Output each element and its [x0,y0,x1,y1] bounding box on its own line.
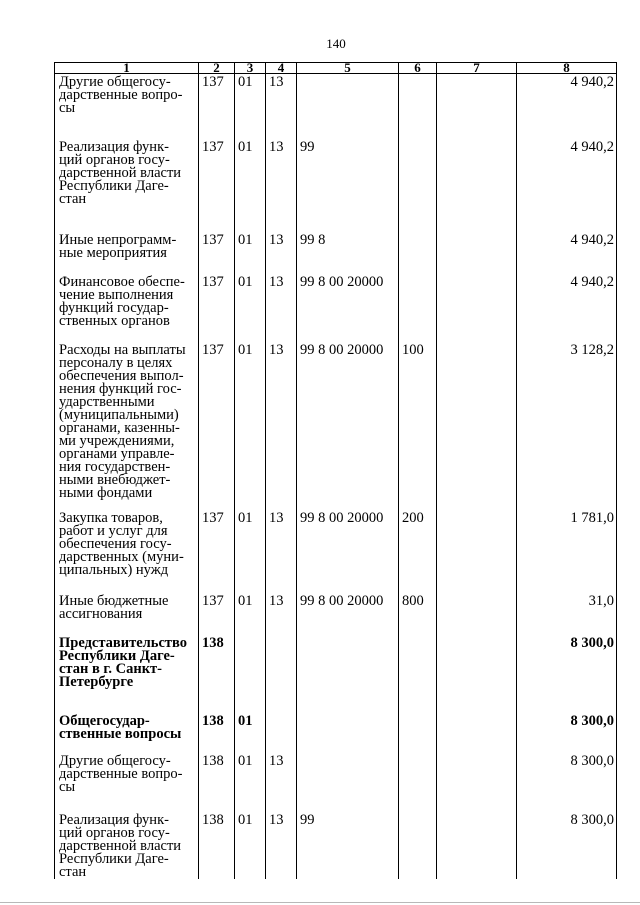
row-spacer [55,328,617,342]
row-col7-cell [437,593,517,621]
row-spacer [55,577,617,593]
page-number: 140 [326,36,346,51]
row-col7-cell [437,274,517,328]
spacer-cell [437,794,517,812]
spacer-cell [199,500,235,510]
row-target-article-cell [297,635,399,689]
spacer-cell [517,260,617,274]
spacer-cell [399,115,437,139]
row-target-article-cell: 99 8 [297,232,399,260]
row-spacer [55,794,617,812]
row-col7-cell [437,232,517,260]
column-header: 5 [297,63,399,74]
row-target-article-cell: 99 8 00 20000 [297,593,399,621]
spacer-cell [235,115,266,139]
spacer-cell [517,115,617,139]
spacer-cell [266,577,297,593]
row-gov-code-cell: 138 [199,812,235,879]
spacer-cell [297,206,399,232]
row-amount-cell: 4 940,2 [517,139,617,206]
row-col7-cell [437,753,517,794]
row-amount-cell: 4 940,2 [517,274,617,328]
row-amount-cell: 8 300,0 [517,635,617,689]
row-gov-code-cell: 137 [199,274,235,328]
spacer-cell [266,621,297,635]
spacer-cell [517,500,617,510]
row-amount-cell: 1 781,0 [517,510,617,577]
spacer-cell [235,328,266,342]
spacer-cell [199,577,235,593]
row-subsection-cell: 13 [266,812,297,879]
row-amount-cell: 4 940,2 [517,74,617,116]
row-gov-code-cell: 137 [199,232,235,260]
column-header: 8 [517,63,617,74]
spacer-cell [517,328,617,342]
spacer-cell [55,500,199,510]
table-row [55,232,617,260]
row-expense-type-cell [399,812,437,879]
spacer-cell [235,794,266,812]
spacer-cell [437,328,517,342]
table-header [55,60,617,75]
spacer-cell [266,206,297,232]
spacer-cell [297,621,399,635]
row-subsection-cell [266,713,297,741]
spacer-cell [297,260,399,274]
row-amount-cell: 4 940,2 [517,232,617,260]
table-row [55,510,617,577]
spacer-cell [266,328,297,342]
row-col7-cell [437,139,517,206]
spacer-cell [297,741,399,753]
row-target-article-cell: 99 8 00 20000 [297,510,399,577]
row-spacer [55,260,617,274]
row-section-cell: 01 [235,593,266,621]
row-name-cell: Общегосудар- ственные вопросы [55,713,199,741]
row-gov-code-cell: 137 [199,342,235,500]
spacer-cell [199,328,235,342]
row-section-cell: 01 [235,510,266,577]
row-col7-cell [437,74,517,116]
spacer-cell [235,577,266,593]
row-name-cell: Финансовое обеспе- чение выполнения функций государ- ственных органов [55,274,199,328]
column-header: 2 [199,63,235,74]
spacer-cell [55,328,199,342]
spacer-cell [517,577,617,593]
spacer-cell [55,577,199,593]
row-section-cell: 01 [235,139,266,206]
spacer-cell [517,794,617,812]
spacer-cell [437,260,517,274]
column-header: 7 [437,63,517,74]
row-name-cell: Иные непрограмм- ные мероприятия [55,232,199,260]
spacer-cell [399,577,437,593]
row-subsection-cell: 13 [266,274,297,328]
spacer-cell [437,577,517,593]
table-row [55,812,617,879]
row-expense-type-cell: 800 [399,593,437,621]
row-spacer [55,741,617,753]
row-name-cell: Другие общегосу- дарственные вопро- сы [55,753,199,794]
row-spacer [55,115,617,139]
row-name-cell: Расходы на выплаты персоналу в целях обеспечения выпол- нения функций гос- ударственными (муниципальными) органами, казенны- ми учреждениями, органами управле- ния государствен- ными внебюджет- ными фондами [55,342,199,500]
row-expense-type-cell [399,274,437,328]
row-section-cell: 01 [235,753,266,794]
row-expense-type-cell [399,753,437,794]
row-subsection-cell: 13 [266,139,297,206]
row-section-cell: 01 [235,812,266,879]
table-row [55,139,617,206]
row-col7-cell [437,713,517,741]
row-amount-cell: 3 128,2 [517,342,617,500]
row-subsection-cell: 13 [266,342,297,500]
table-body [55,74,617,880]
spacer-cell [266,794,297,812]
spacer-cell [399,328,437,342]
table-row [55,713,617,741]
spacer-cell [235,260,266,274]
spacer-cell [199,621,235,635]
table-row [55,274,617,328]
row-expense-type-cell: 100 [399,342,437,500]
spacer-cell [235,500,266,510]
header-row [55,63,617,74]
row-expense-type-cell [399,74,437,116]
row-spacer [55,500,617,510]
budget-table [54,62,617,879]
row-expense-type-cell [399,139,437,206]
spacer-cell [399,500,437,510]
spacer-cell [235,621,266,635]
spacer-cell [199,689,235,713]
spacer-cell [399,260,437,274]
spacer-cell [399,741,437,753]
spacer-cell [399,689,437,713]
row-amount-cell: 31,0 [517,593,617,621]
row-subsection-cell: 13 [266,593,297,621]
spacer-cell [199,115,235,139]
spacer-cell [297,500,399,510]
row-target-article-cell: 99 [297,139,399,206]
spacer-cell [55,621,199,635]
spacer-cell [199,741,235,753]
spacer-cell [517,621,617,635]
row-name-cell: Закупка товаров, работ и услуг для обеспечения госу- дарственных (муни- ципальных) нужд [55,510,199,577]
spacer-cell [199,206,235,232]
spacer-cell [399,794,437,812]
row-section-cell: 01 [235,342,266,500]
row-gov-code-cell: 137 [199,593,235,621]
row-name-cell: Другие общегосу- дарственные вопро- сы [55,74,199,116]
spacer-cell [297,328,399,342]
spacer-cell [266,260,297,274]
spacer-cell [235,741,266,753]
row-section-cell [235,635,266,689]
spacer-cell [297,115,399,139]
row-name-cell: Представительство Республики Даге- стан в г. Санкт- Петербурге [55,635,199,689]
row-target-article-cell [297,713,399,741]
spacer-cell [266,500,297,510]
row-expense-type-cell [399,232,437,260]
spacer-cell [517,206,617,232]
row-amount-cell: 8 300,0 [517,753,617,794]
row-subsection-cell: 13 [266,510,297,577]
row-col7-cell [437,812,517,879]
row-col7-cell [437,342,517,500]
spacer-cell [437,206,517,232]
row-expense-type-cell [399,713,437,741]
row-gov-code-cell: 138 [199,753,235,794]
spacer-cell [517,689,617,713]
spacer-cell [199,260,235,274]
spacer-cell [437,500,517,510]
spacer-cell [55,260,199,274]
spacer-cell [55,794,199,812]
row-target-article-cell: 99 8 00 20000 [297,274,399,328]
table-row [55,342,617,500]
row-subsection-cell: 13 [266,232,297,260]
row-target-article-cell [297,74,399,116]
row-gov-code-cell: 137 [199,510,235,577]
row-amount-cell: 8 300,0 [517,812,617,879]
spacer-cell [266,741,297,753]
spacer-cell [297,794,399,812]
row-gov-code-cell: 138 [199,635,235,689]
row-col7-cell [437,635,517,689]
table-row [55,74,617,116]
spacer-cell [437,115,517,139]
row-target-article-cell [297,753,399,794]
row-target-article-cell: 99 [297,812,399,879]
spacer-cell [55,689,199,713]
spacer-cell [55,741,199,753]
column-header: 3 [235,63,266,74]
spacer-cell [199,794,235,812]
row-amount-cell: 8 300,0 [517,713,617,741]
row-section-cell: 01 [235,274,266,328]
spacer-cell [235,206,266,232]
row-spacer [55,206,617,232]
spacer-cell [55,115,199,139]
row-spacer [55,621,617,635]
spacer-cell [437,621,517,635]
row-gov-code-cell: 137 [199,74,235,116]
row-expense-type-cell [399,635,437,689]
row-subsection-cell: 13 [266,74,297,116]
row-subsection-cell [266,635,297,689]
row-col7-cell [437,510,517,577]
table-row [55,593,617,621]
row-name-cell: Реализация функ- ций органов госу- дарственной власти Республики Даге- стан [55,139,199,206]
spacer-cell [399,621,437,635]
scan-edge-line [0,902,640,903]
spacer-cell [437,689,517,713]
row-gov-code-cell: 137 [199,139,235,206]
row-name-cell: Реализация функ- ций органов госу- дарственной власти Республики Даге- стан [55,812,199,879]
spacer-cell [235,689,266,713]
column-header: 4 [266,63,297,74]
spacer-cell [266,689,297,713]
row-expense-type-cell: 200 [399,510,437,577]
row-subsection-cell: 13 [266,753,297,794]
row-gov-code-cell: 138 [199,713,235,741]
spacer-cell [55,206,199,232]
row-section-cell: 01 [235,713,266,741]
spacer-cell [517,741,617,753]
row-spacer [55,689,617,713]
spacer-cell [399,206,437,232]
table-row [55,753,617,794]
row-name-cell: Иные бюджетные ассигнования [55,593,199,621]
column-header: 1 [55,63,199,74]
spacer-cell [297,577,399,593]
spacer-cell [297,689,399,713]
table-row [55,635,617,689]
spacer-cell [266,115,297,139]
column-header: 6 [399,63,437,74]
row-target-article-cell: 99 8 00 20000 [297,342,399,500]
row-section-cell: 01 [235,232,266,260]
spacer-cell [437,741,517,753]
row-section-cell: 01 [235,74,266,116]
